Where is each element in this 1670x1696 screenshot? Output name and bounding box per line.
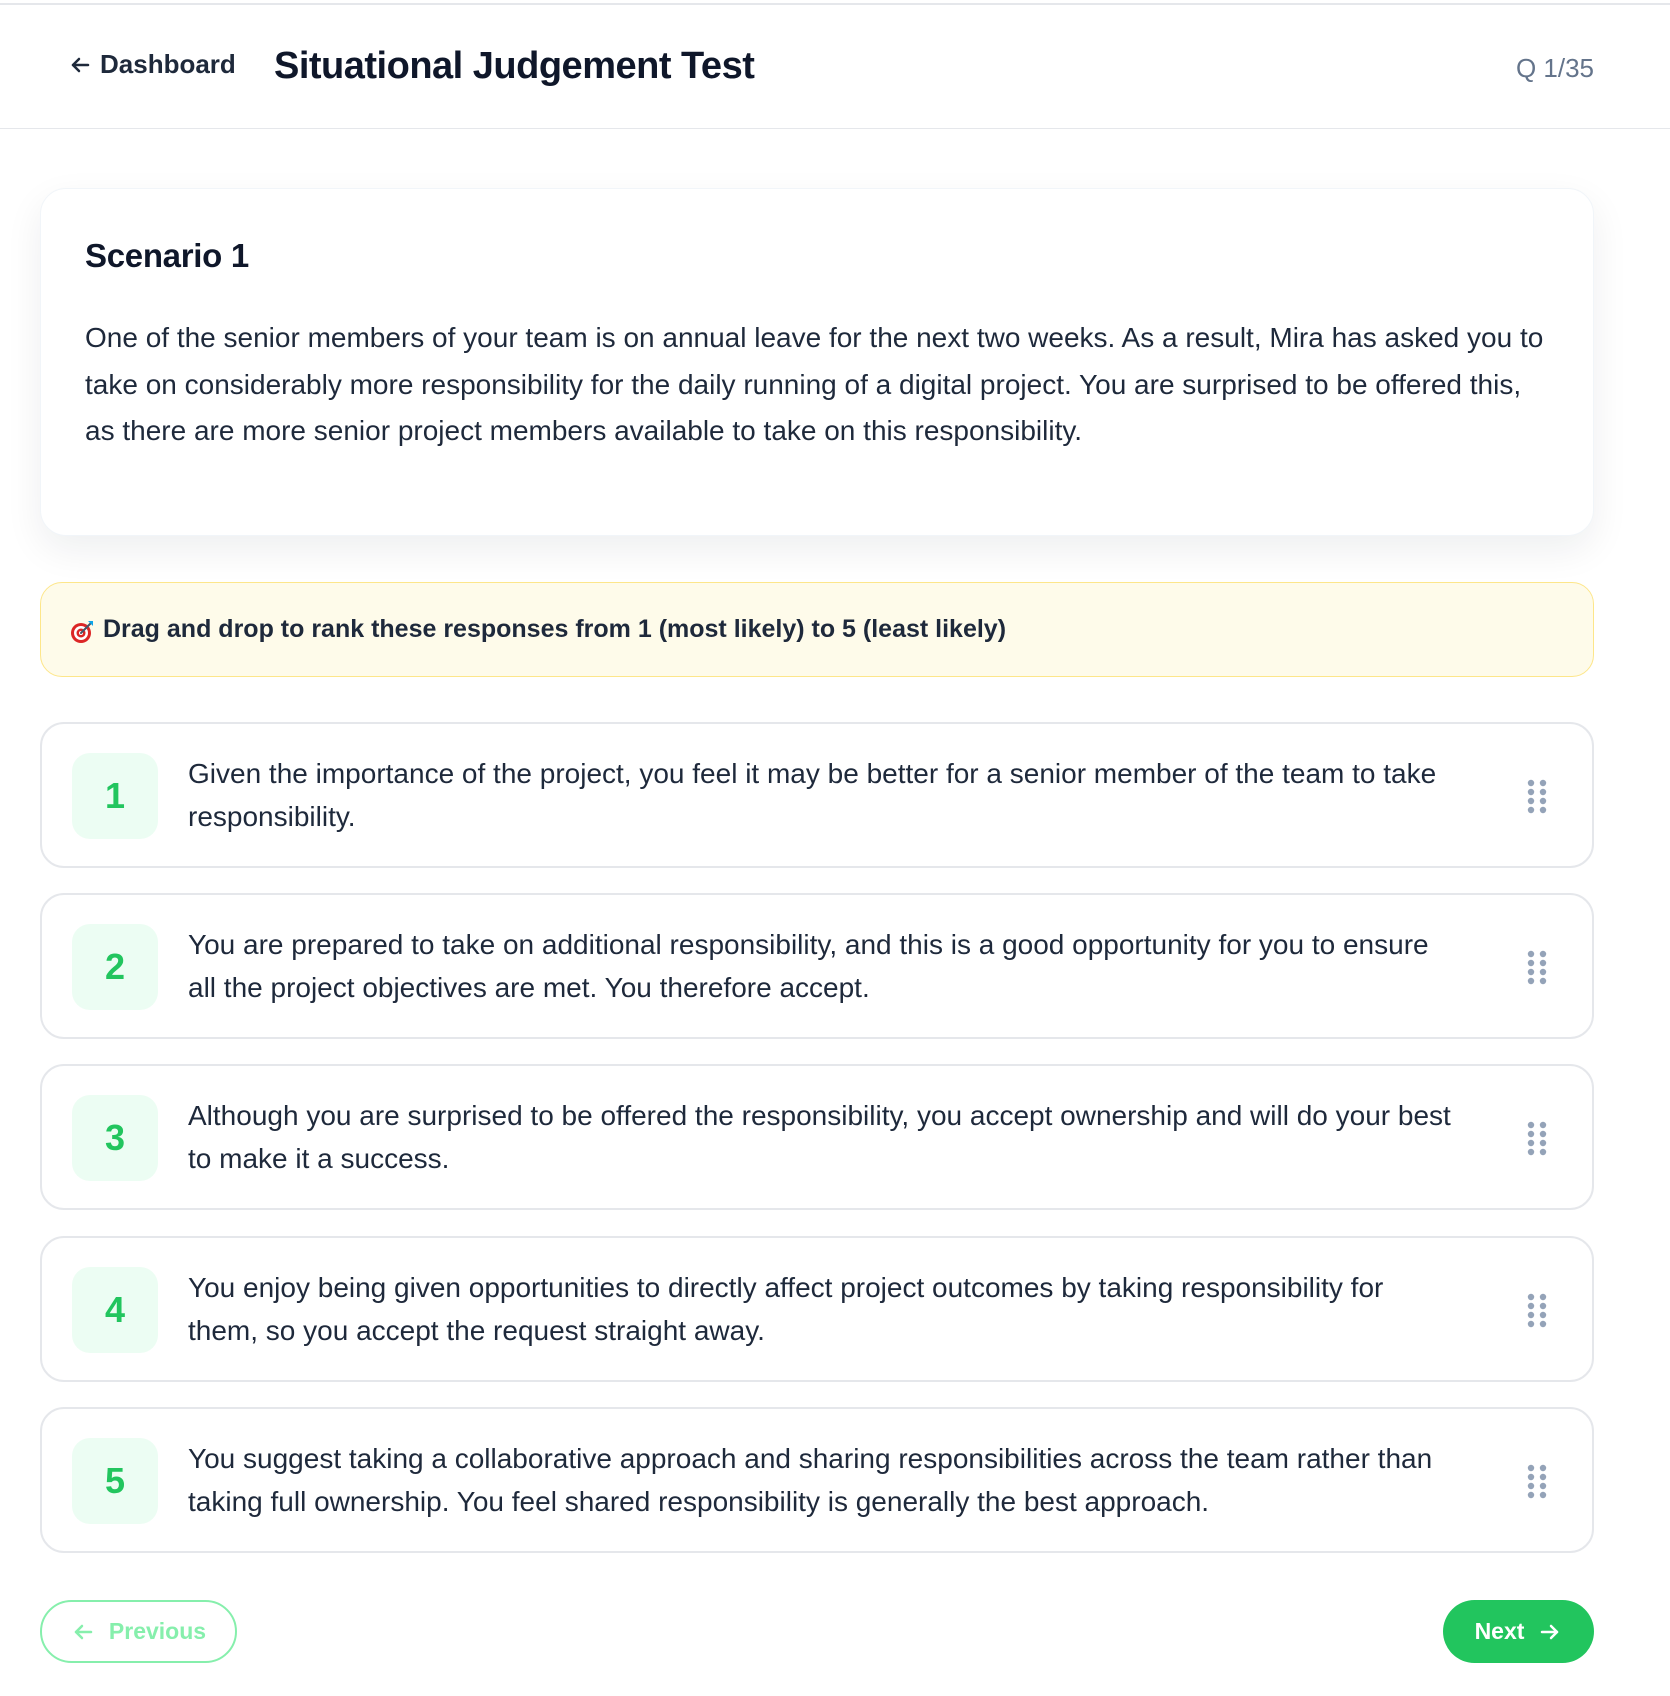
instruction-text: Drag and drop to rank these responses from 1 (most likely) to 5 (least likely) bbox=[103, 615, 1007, 643]
ranking-option[interactable] bbox=[40, 1407, 1594, 1553]
next-button-label: Next bbox=[1474, 1618, 1525, 1644]
previous-button[interactable] bbox=[40, 1600, 237, 1663]
rank-badge: 4 bbox=[72, 1267, 158, 1353]
drag-handle-icon[interactable] bbox=[1526, 1292, 1548, 1328]
scenario-card bbox=[40, 188, 1594, 536]
page-title: Situational Judgement Test bbox=[274, 45, 755, 87]
drag-handle-icon[interactable] bbox=[1526, 949, 1548, 985]
arrow-right-icon bbox=[1538, 1620, 1562, 1644]
rank-badge: 3 bbox=[72, 1095, 158, 1181]
option-text: You suggest taking a collaborative approach and sharing responsibilities across the team rather than taking full ownership. You feel shared responsibility is generally the best approach. bbox=[188, 1443, 1433, 1517]
rank-badge: 1 bbox=[72, 753, 158, 839]
back-to-dashboard-link[interactable] bbox=[68, 49, 236, 80]
scenario-text: One of the senior members of your team is on annual leave for the next two weeks. As a result, Mira has asked you to take on considerably more responsibility for the daily running of a digital project. You are surprised to be offered this, as there are more senior project members available to take on this responsibility. bbox=[85, 322, 1544, 446]
drag-handle-icon[interactable] bbox=[1526, 1120, 1548, 1156]
arrow-left-icon bbox=[71, 1620, 95, 1644]
ranking-option[interactable] bbox=[40, 1236, 1594, 1382]
option-text: You enjoy being given opportunities to directly affect project outcomes by taking responsibility for them, so you accept the request straight away. bbox=[188, 1272, 1384, 1346]
instruction-banner bbox=[40, 582, 1594, 677]
back-link-label: Dashboard bbox=[100, 49, 236, 79]
question-counter: Q 1/35 bbox=[1515, 53, 1594, 83]
drag-handle-icon[interactable] bbox=[1526, 778, 1548, 814]
ranking-option[interactable] bbox=[40, 722, 1594, 868]
target-icon bbox=[69, 619, 95, 645]
option-text: You are prepared to take on additional responsibility, and this is a good opportunity for you to ensure all the project objectives are met. You therefore accept. bbox=[188, 929, 1429, 1003]
rank-badge: 2 bbox=[72, 924, 158, 1010]
rank-badge: 5 bbox=[72, 1438, 158, 1524]
next-button[interactable] bbox=[1443, 1600, 1594, 1663]
ranking-option[interactable] bbox=[40, 1064, 1594, 1210]
arrow-left-icon bbox=[68, 53, 92, 77]
scenario-title: Scenario 1 bbox=[85, 237, 249, 274]
option-text: Given the importance of the project, you feel it may be better for a senior member of the team to take responsibility. bbox=[188, 758, 1437, 832]
header-bar bbox=[0, 5, 1670, 129]
option-text: Although you are surprised to be offered the responsibility, you accept ownership and will do your best to make it a success. bbox=[188, 1100, 1451, 1174]
ranking-option[interactable] bbox=[40, 893, 1594, 1039]
drag-handle-icon[interactable] bbox=[1526, 1463, 1548, 1499]
previous-button-label: Previous bbox=[108, 1618, 207, 1644]
